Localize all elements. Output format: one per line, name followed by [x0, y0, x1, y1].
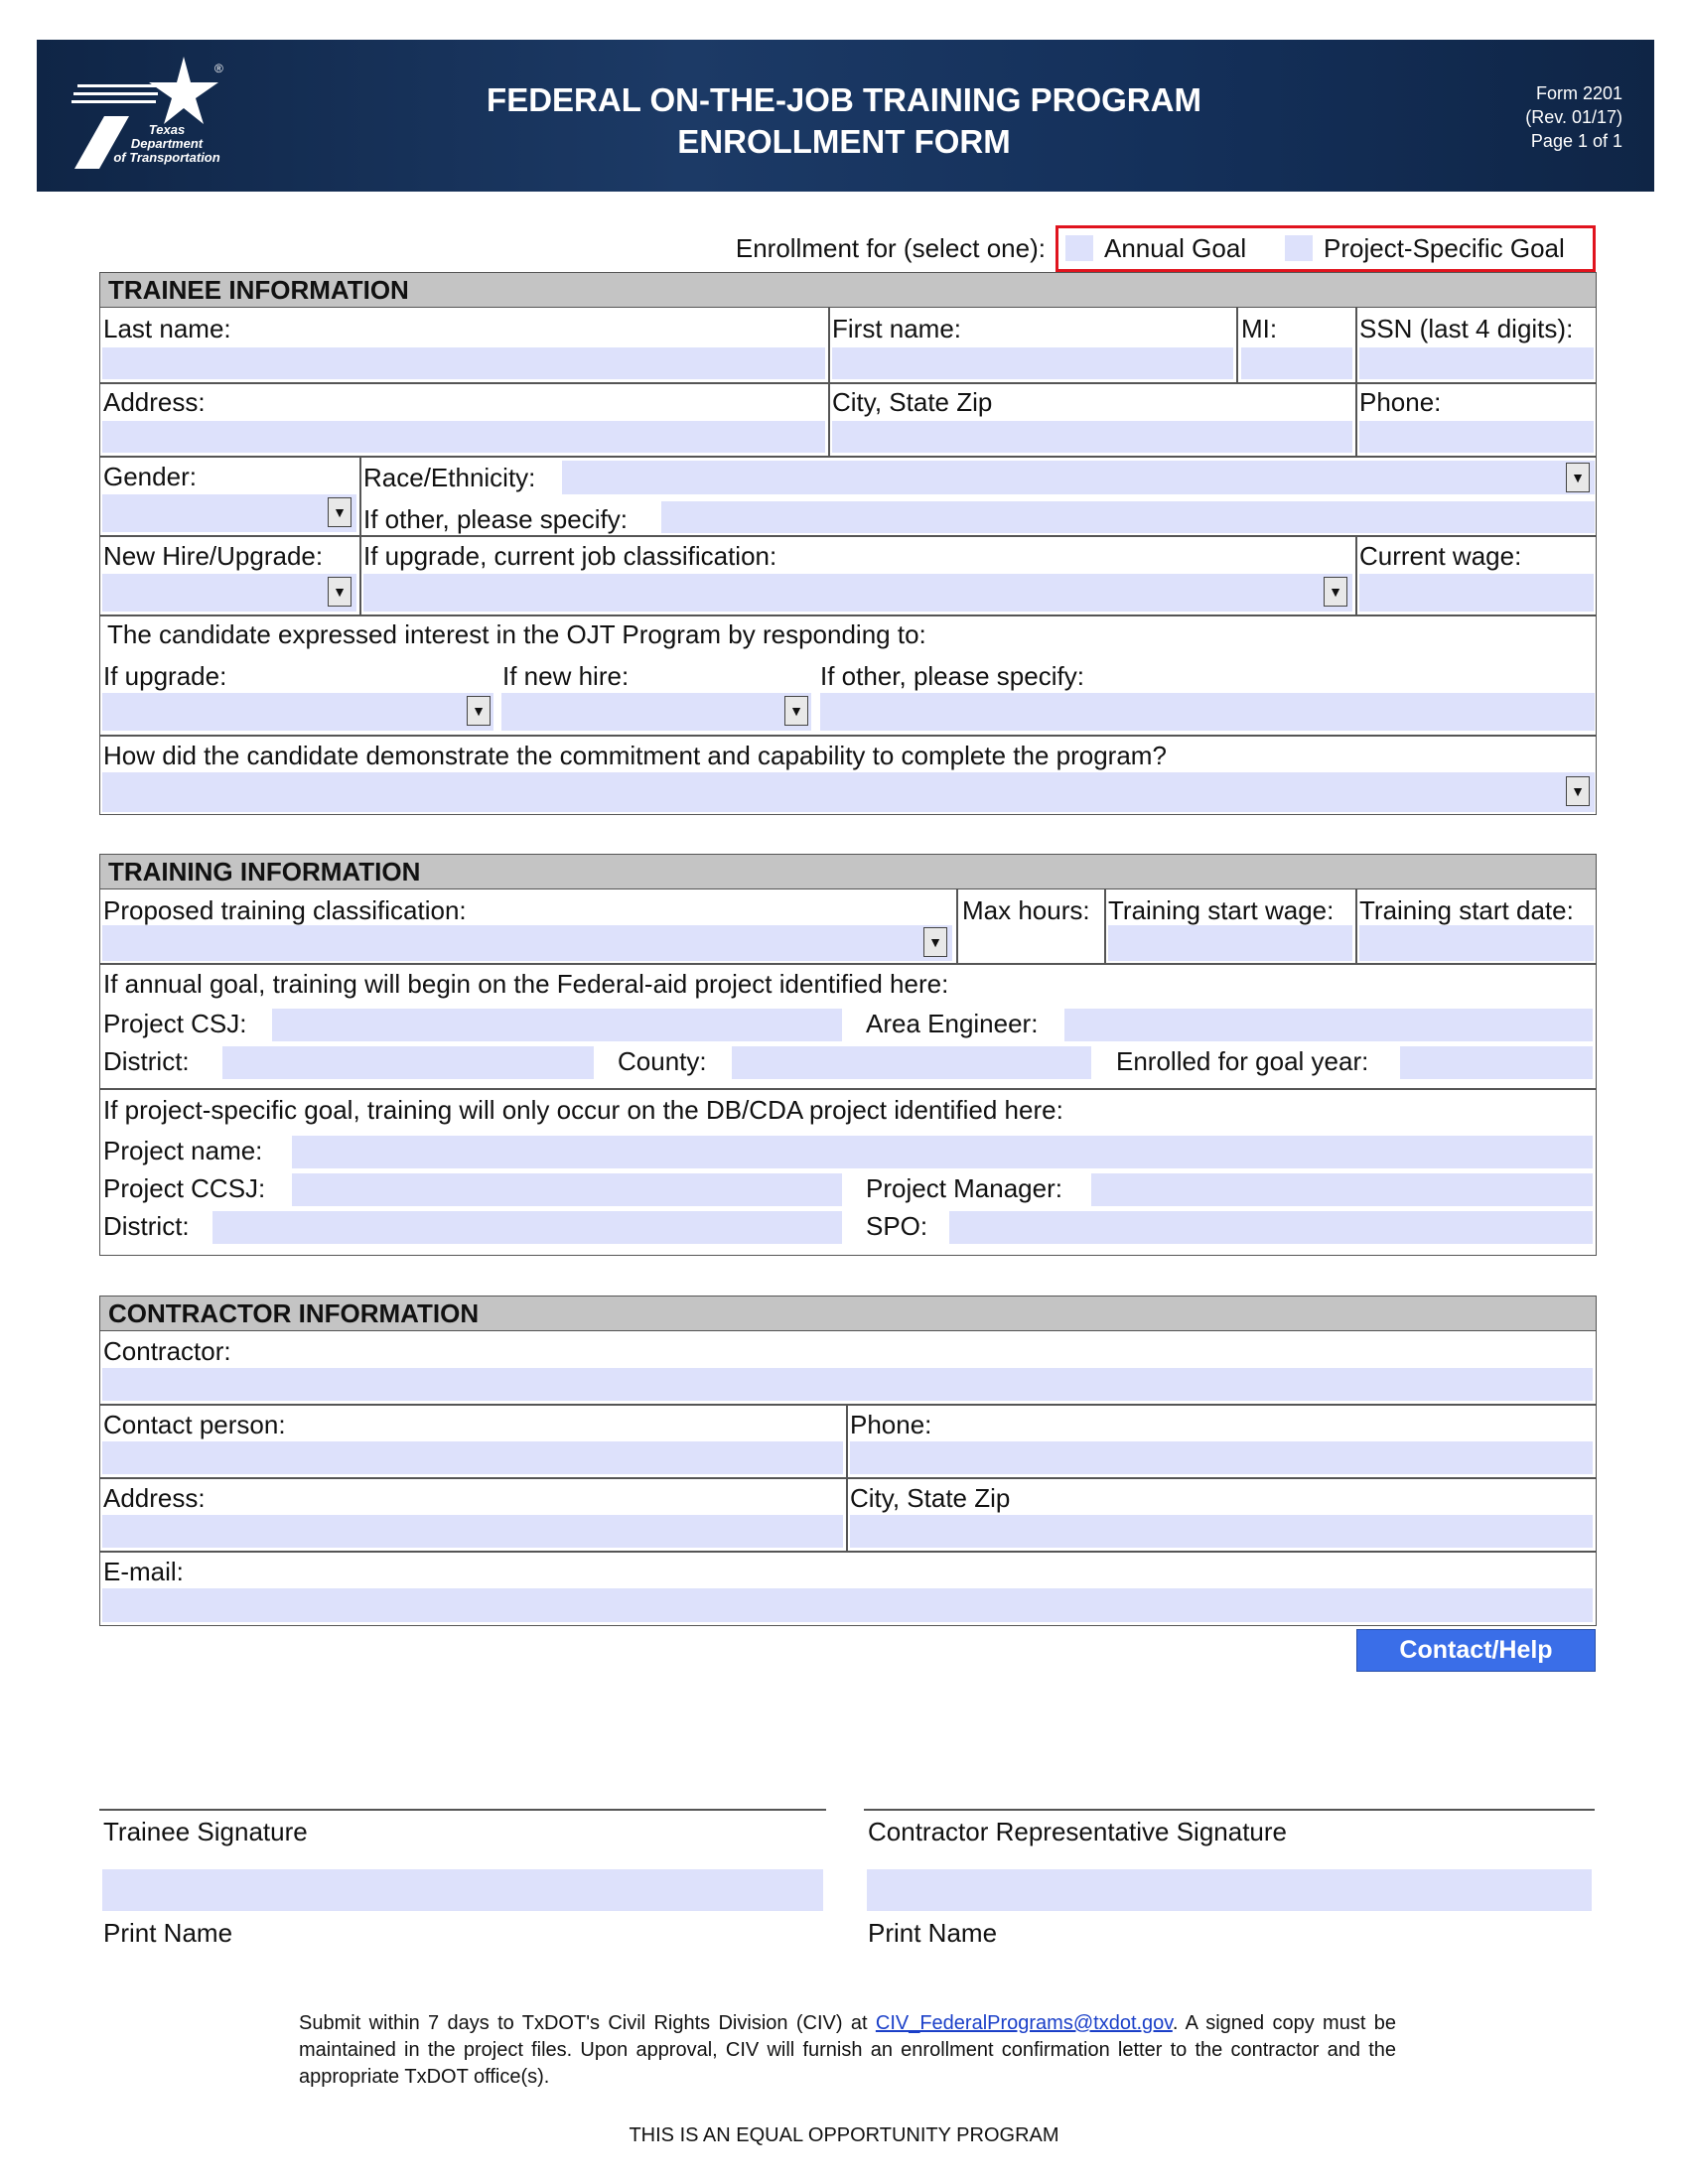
race-label: Race/Ethnicity:: [363, 463, 536, 492]
trainee-print-name-label: Print Name: [103, 1918, 233, 1948]
spo-field[interactable]: [949, 1211, 1593, 1244]
contractor-field[interactable]: [102, 1368, 1593, 1401]
divider: [99, 614, 1597, 616]
upgrade-class-select[interactable]: [363, 574, 1352, 612]
proposed-class-label: Proposed training classification:: [103, 895, 467, 925]
contractor-section-heading: CONTRACTOR INFORMATION: [99, 1296, 1597, 1331]
district2-label: District:: [103, 1211, 190, 1241]
divider: [99, 1088, 1597, 1090]
contractor-signature-line: [864, 1809, 1595, 1811]
start-date-label: Training start date:: [1359, 895, 1574, 925]
project-name-label: Project name:: [103, 1136, 263, 1165]
current-wage-field[interactable]: [1359, 574, 1594, 612]
current-wage-label: Current wage:: [1359, 541, 1522, 571]
annual-goal-label: Annual Goal: [1104, 233, 1247, 263]
equal-opportunity-notice: THIS IS AN EQUAL OPPORTUNITY PROGRAM: [629, 2124, 1059, 2146]
first-name-field[interactable]: [832, 347, 1233, 379]
divider: [1355, 535, 1357, 614]
form-info: [1424, 81, 1622, 153]
max-hours-label: Max hours:: [962, 895, 1090, 925]
if-new-hire-label: If new hire:: [502, 661, 630, 691]
logo-text-line: of Transportation: [113, 150, 220, 165]
divider: [99, 963, 1597, 965]
first-name-label: First name:: [832, 314, 962, 343]
ssn-label: SSN (last 4 digits):: [1359, 314, 1574, 343]
start-wage-label: Training start wage:: [1108, 895, 1335, 925]
trainee-section-heading: TRAINEE INFORMATION: [99, 272, 1597, 308]
trainee-signature-line: [99, 1809, 826, 1811]
annual-note: If annual goal, training will begin on the Federal-aid project identified here:: [103, 969, 949, 999]
email-label: E-mail:: [103, 1557, 184, 1586]
contractor-phone-field[interactable]: [850, 1441, 1593, 1474]
project-specific-goal-label: Project-Specific Goal: [1324, 233, 1565, 263]
divider: [99, 735, 1597, 737]
proposed-class-select[interactable]: [102, 925, 952, 961]
chevron-down-icon[interactable]: ▼: [1324, 577, 1347, 607]
spo-label: SPO:: [866, 1211, 928, 1241]
project-csj-label: Project CSJ:: [103, 1009, 247, 1038]
project-specific-goal-checkbox[interactable]: [1285, 235, 1313, 261]
chevron-down-icon[interactable]: ▼: [1566, 463, 1590, 492]
last-name-field[interactable]: [102, 347, 825, 379]
city-field[interactable]: [832, 421, 1352, 453]
district-field[interactable]: [222, 1046, 594, 1079]
instructions-text-2: . A signed copy must be maintained in the project files. Upon approval, CIV will furnish an enrollment confirmation letter to the contractor and the appropriate TxDOT office(s).: [299, 2012, 1396, 2088]
chevron-down-icon[interactable]: ▼: [328, 497, 352, 527]
project-ccsj-field[interactable]: [292, 1173, 842, 1206]
project-manager-label: Project Manager:: [866, 1173, 1062, 1203]
start-wage-field[interactable]: [1108, 925, 1352, 961]
contractor-address-field[interactable]: [102, 1515, 843, 1548]
contractor-address-label: Address:: [103, 1483, 206, 1513]
project-manager-field[interactable]: [1091, 1173, 1593, 1206]
contractor-city-label: City, State Zip: [850, 1483, 1011, 1513]
page-indicator: Page 1 of 1: [1530, 131, 1622, 151]
start-date-field[interactable]: [1359, 925, 1594, 961]
email-field[interactable]: [102, 1588, 1593, 1622]
if-other-label: If other, please specify:: [820, 661, 1084, 691]
contractor-label: Contractor:: [103, 1336, 231, 1366]
divider: [99, 535, 1597, 537]
race-other-label: If other, please specify:: [363, 504, 628, 534]
contractor-print-name-field[interactable]: [867, 1869, 1592, 1911]
contact-person-label: Contact person:: [103, 1410, 286, 1439]
contact-person-field[interactable]: [102, 1441, 843, 1474]
if-upgrade-label: If upgrade:: [103, 661, 227, 691]
if-new-hire-select[interactable]: [501, 693, 811, 731]
divider: [99, 382, 1597, 384]
trainee-print-name-field[interactable]: [102, 1869, 823, 1911]
chevron-down-icon[interactable]: ▼: [467, 696, 491, 726]
contractor-city-field[interactable]: [850, 1515, 1593, 1548]
form-revision: (Rev. 01/17): [1525, 107, 1622, 127]
chevron-down-icon[interactable]: ▼: [1566, 776, 1590, 806]
area-engineer-field[interactable]: [1064, 1009, 1593, 1041]
commitment-select[interactable]: [102, 772, 1595, 812]
chevron-down-icon[interactable]: ▼: [784, 696, 808, 726]
address-field[interactable]: [102, 421, 825, 453]
district-label: District:: [103, 1046, 190, 1076]
training-section-heading: TRAINING INFORMATION: [99, 854, 1597, 889]
logo-text-line: Texas: [148, 122, 186, 137]
commitment-label: How did the candidate demonstrate the commitment and capability to complete the program?: [103, 741, 1167, 770]
if-upgrade-select[interactable]: [102, 693, 493, 731]
form-number: Form 2201: [1535, 83, 1622, 103]
chevron-down-icon[interactable]: ▼: [923, 927, 947, 957]
chevron-down-icon[interactable]: ▼: [328, 577, 352, 607]
new-hire-label: New Hire/Upgrade:: [103, 541, 324, 571]
divider: [828, 307, 830, 456]
divider: [99, 1551, 1597, 1553]
county-field[interactable]: [732, 1046, 1091, 1079]
county-label: County:: [618, 1046, 707, 1076]
project-ccsj-label: Project CCSJ:: [103, 1173, 266, 1203]
civ-email-link[interactable]: CIV_FederalPrograms@txdot.gov: [875, 2012, 1173, 2034]
area-engineer-label: Area Engineer:: [866, 1009, 1039, 1038]
race-other-field[interactable]: [661, 501, 1595, 533]
divider: [99, 456, 1597, 458]
annual-goal-checkbox[interactable]: [1065, 235, 1093, 261]
district2-field[interactable]: [212, 1211, 842, 1244]
registered-mark: ®: [214, 62, 223, 75]
city-label: City, State Zip: [832, 387, 993, 417]
mi-field[interactable]: [1241, 347, 1352, 379]
divider: [846, 1404, 848, 1551]
ssn-field[interactable]: [1359, 347, 1594, 379]
phone-field[interactable]: [1359, 421, 1594, 453]
if-other-field[interactable]: [820, 693, 1595, 731]
divider: [1355, 888, 1357, 963]
divider: [1104, 888, 1106, 963]
upgrade-class-label: If upgrade, current job classification:: [363, 541, 777, 571]
new-hire-select[interactable]: [102, 574, 356, 612]
address-label: Address:: [103, 387, 206, 417]
title-line-2: ENROLLMENT FORM: [677, 123, 1011, 160]
enrollment-label: Enrollment for (select one):: [735, 233, 1046, 263]
gender-label: Gender:: [103, 462, 197, 491]
divider: [99, 1477, 1597, 1479]
trainee-signature-label: Trainee Signature: [103, 1817, 308, 1846]
last-name-label: Last name:: [103, 314, 231, 343]
divider: [359, 456, 361, 614]
contractor-signature-label: Contractor Representative Signature: [868, 1817, 1288, 1846]
contractor-print-name-label: Print Name: [868, 1918, 998, 1948]
title-line-1: FEDERAL ON-THE-JOB TRAINING PROGRAM: [487, 81, 1201, 118]
project-note: If project-specific goal, training will only occur on the DB/CDA project identified here:: [103, 1095, 1063, 1125]
gender-select[interactable]: [102, 494, 356, 532]
submission-instructions: [299, 2010, 1396, 2091]
phone-label: Phone:: [1359, 387, 1442, 417]
contractor-phone-label: Phone:: [850, 1410, 932, 1439]
goal-year-label: Enrolled for goal year:: [1116, 1046, 1369, 1076]
project-name-field[interactable]: [292, 1136, 1593, 1168]
divider: [956, 888, 958, 963]
project-csj-field[interactable]: [272, 1009, 842, 1041]
goal-year-field[interactable]: [1400, 1046, 1593, 1079]
instructions-text: Submit within 7 days to TxDOT's Civil Rights Division (CIV) at: [299, 2012, 868, 2034]
divider: [1355, 307, 1357, 456]
race-select[interactable]: [562, 461, 1595, 494]
divider: [99, 1404, 1597, 1406]
logo-text-line: Department: [130, 136, 204, 151]
divider: [1236, 307, 1238, 382]
contact-help-button[interactable]: Contact/Help: [1356, 1629, 1596, 1672]
interest-label: The candidate expressed interest in the OJT Program by responding to:: [107, 619, 926, 649]
mi-label: MI:: [1241, 314, 1278, 343]
